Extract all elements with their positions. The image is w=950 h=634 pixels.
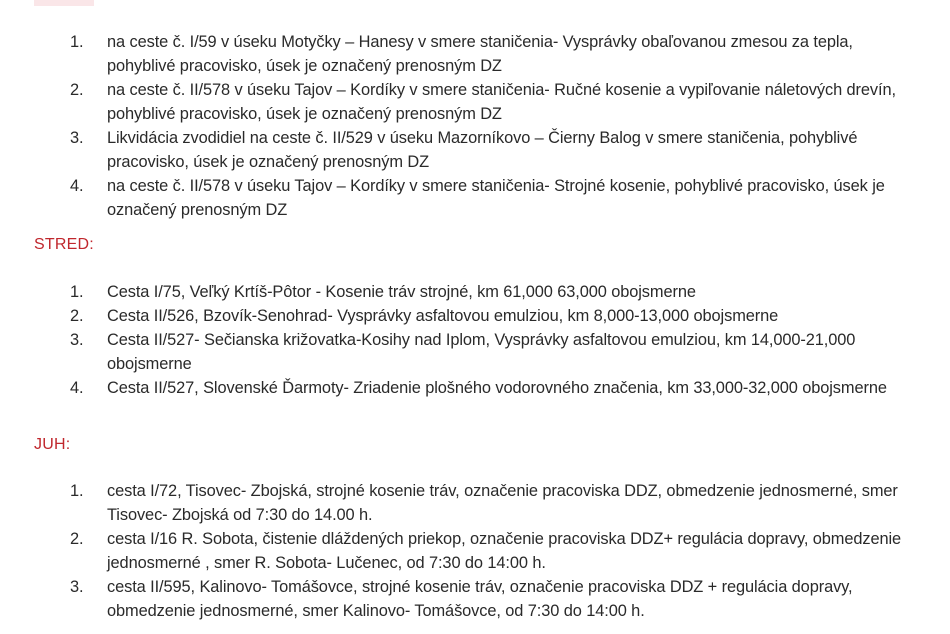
item-text: cesta I/72, Tisovec- Zbojská, strojné kosenie tráv, označenie pracoviska DDZ, obmedzenie jednosmerné, smer Tisovec- Zbojská od 7:30 do 14.00 h. (107, 482, 898, 524)
item-text: cesta I/16 R. Sobota, čistenie dláždených priekop, označenie pracoviska DDZ+ regulácia dopravy, obmedzenie jednosmerné , smer R. Sobota- Lučenec, od 7:30 do 14:00 h. (107, 530, 902, 572)
list-item (0, 30, 950, 78)
section-list-stred (0, 280, 950, 400)
section-label-stred: STRED: (34, 236, 94, 253)
item-number: 1. (70, 283, 84, 301)
item-number: 2. (70, 307, 84, 325)
list-item (0, 174, 950, 222)
item-text: Cesta II/527- Sečianska križovatka-Kosihy nad Iplom, Vysprávky asfaltovou emulziou, km 14,000-21,000 obojsmerne (107, 331, 856, 373)
list-item (0, 479, 950, 527)
list-item (0, 78, 950, 126)
section-label-juh: JUH: (34, 436, 71, 453)
item-text: na ceste č. II/578 v úseku Tajov – Kordíky v smere staničenia- Ručné kosenie a vypiľovanie náletových drevín, pohyblivé pracovisko, úsek je označený prenosným DZ (107, 81, 896, 123)
item-number: 4. (70, 177, 84, 195)
item-number: 4. (70, 379, 84, 397)
list-item (0, 328, 950, 376)
item-number: 2. (70, 81, 84, 99)
section-list-juh (0, 479, 950, 623)
list-item (0, 304, 950, 328)
item-text: Cesta II/527, Slovenské Ďarmoty- Zriadenie plošného vodorovného značenia, km 33,000-32,000 obojsmerne (107, 379, 887, 397)
list-item (0, 527, 950, 575)
list-item (0, 126, 950, 174)
item-number: 1. (70, 33, 84, 51)
item-number: 1. (70, 482, 84, 500)
item-text: Cesta I/75, Veľký Krtíš-Pôtor - Kosenie tráv strojné, km 61,000 63,000 obojsmerne (107, 283, 696, 301)
item-number: 2. (70, 530, 84, 548)
item-text: na ceste č. II/578 v úseku Tajov – Kordíky v smere staničenia- Strojné kosenie, pohyblivé pracovisko, úsek je označený prenosným DZ (107, 177, 885, 219)
cropped-section-label (34, 0, 94, 6)
list-item (0, 575, 950, 623)
item-text: na ceste č. I/59 v úseku Motyčky – Hanesy v smere staničenia- Vysprávky obaľovanou zmesou za tepla, pohyblivé pracovisko, úsek je označený prenosným DZ (107, 33, 853, 75)
item-number: 3. (70, 331, 84, 349)
item-text: Cesta II/526, Bzovík-Senohrad- Vysprávky asfaltovou emulziou, km 8,000-13,000 obojsmerne (107, 307, 779, 325)
item-number: 3. (70, 129, 84, 147)
item-text: cesta II/595, Kalinovo- Tomášovce, strojné kosenie tráv, označenie pracoviska DDZ + regulácia dopravy, obmedzenie jednosmerné, smer Kalinovo- Tomášovce, od 7:30 do 14:00 h. (107, 578, 853, 620)
list-item (0, 376, 950, 400)
list-item (0, 280, 950, 304)
item-text: Likvidácia zvodidiel na ceste č. II/529 v úseku Mazorníkovo – Čierny Balog v smere staničenia, pohyblivé pracovisko, úsek je označený prenosným DZ (107, 129, 858, 171)
section-list-0 (0, 30, 950, 222)
item-number: 3. (70, 578, 84, 596)
